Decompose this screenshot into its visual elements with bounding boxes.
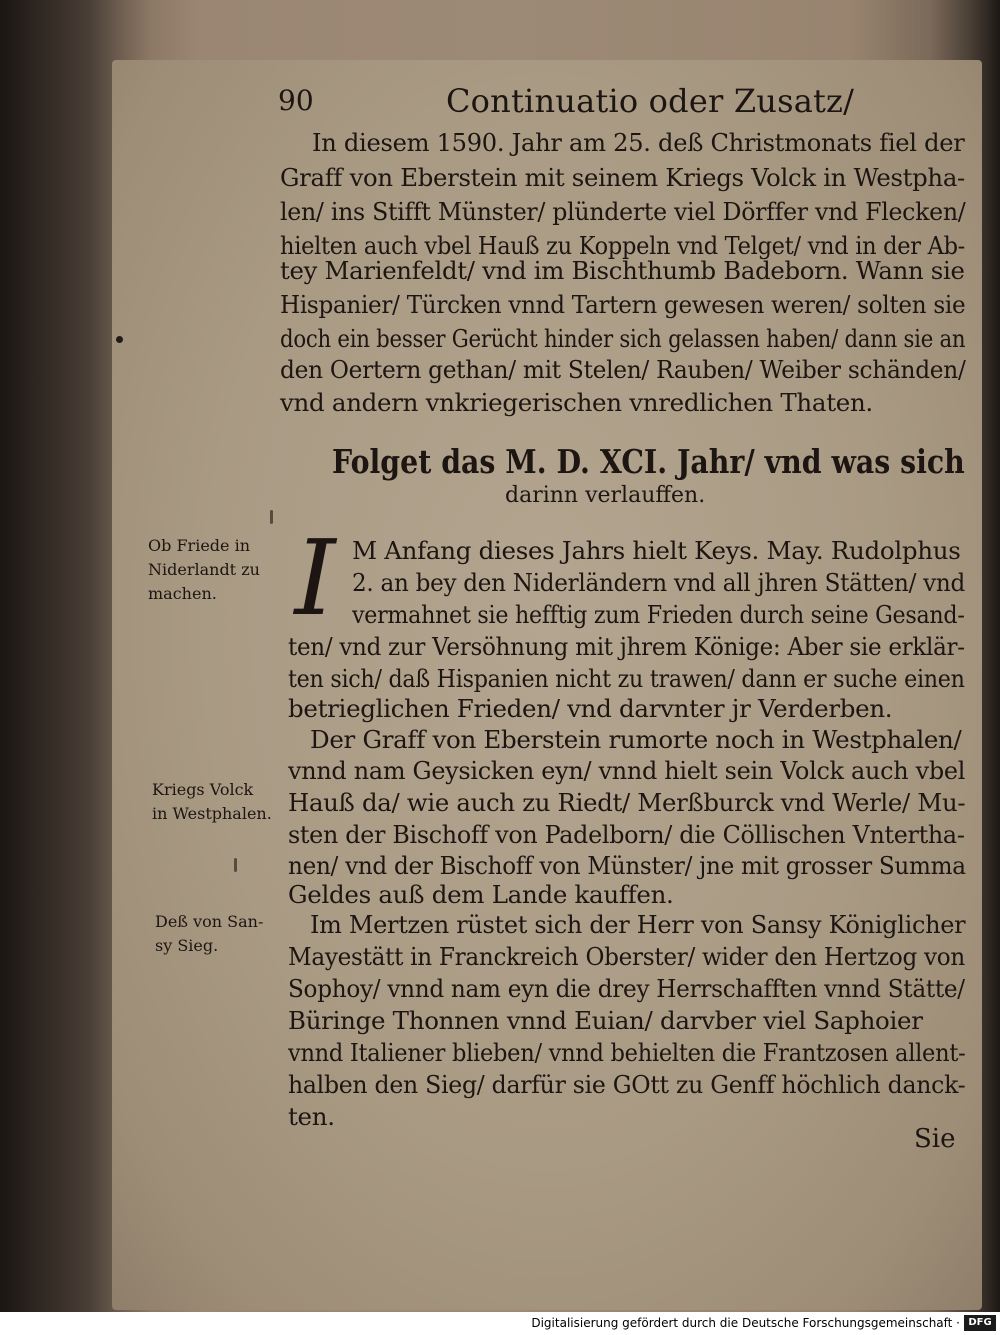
text-line: Sophoy/ vnnd nam eyn die drey Herrschafften vnnd Stätte/ — [288, 974, 965, 1003]
page-header — [278, 84, 938, 124]
text-line: vnd andern vnkriegerischen vnredlichen Thaten. — [280, 388, 873, 417]
text-line: In diesem 1590. Jahr am 25. deß Christmonats fiel der — [312, 128, 965, 157]
side-note-line: in Westphalen. — [152, 804, 272, 823]
text-line: betrieglichen Frieden/ vnd darvnter jr Verderben. — [288, 694, 893, 723]
side-note-line: Niderlandt zu — [148, 560, 260, 579]
text-line: vnnd nam Geysicken eyn/ vnnd hielt sein Volck auch vbel — [288, 756, 966, 785]
text-line: Hispanier/ Türcken vnnd Tartern gewesen weren/ solten sie — [280, 290, 966, 319]
section-subheading: darinn verlauffen. — [505, 483, 706, 508]
funding-credit: Digitalisierung gefördert durch die Deutsche Forschungsgemeinschaft · — [531, 1316, 960, 1330]
margin-mark — [234, 858, 237, 872]
footer-bar — [0, 1312, 1000, 1335]
text-line: Geldes auß dem Lande kauffen. — [288, 880, 674, 909]
drop-cap: I — [294, 517, 336, 639]
text-line: 2. an bey den Niderländern vnd all jhren Stätten/ vnd — [352, 568, 965, 597]
text-line: ten/ vnd zur Versöhnung mit jhrem Könige: Aber sie erklär- — [288, 632, 965, 661]
text-line: vnnd Italiener blieben/ vnnd behielten die Frantzosen allent- — [288, 1038, 966, 1067]
side-note-line: Kriegs Volck — [152, 780, 254, 799]
text-line: hielten auch vbel Hauß zu Koppeln vnd Telget/ vnd in der Ab- — [280, 231, 965, 260]
text-line: Im Mertzen rüstet sich der Herr von Sansy Königlicher — [310, 910, 966, 939]
side-note-line: sy Sieg. — [155, 936, 219, 955]
text-line: Mayestätt in Franckreich Oberster/ wider den Hertzog von — [288, 942, 966, 971]
text-line: ten sich/ daß Hispanien nicht zu trawen/ dann er suche einen — [288, 664, 965, 693]
text-line: Hauß da/ wie auch zu Riedt/ Merßburck vnd Werle/ Mu- — [288, 788, 966, 817]
margin-mark — [270, 510, 273, 524]
margin-dot — [116, 336, 123, 343]
text-line: vermahnet sie hefftig zum Frieden durch seine Gesand- — [352, 600, 965, 629]
side-note-war — [152, 778, 272, 826]
side-note-sansy — [155, 910, 263, 958]
text-line: M Anfang dieses Jahrs hielt Keys. May. Rudolphus — [352, 536, 961, 565]
side-note-line: Deß von San- — [155, 912, 264, 931]
text-line: den Oertern gethan/ mit Stelen/ Rauben/ Weiber schänden/ — [280, 355, 966, 384]
side-note-peace — [148, 534, 260, 606]
text-line: nen/ vnd der Bischoff von Münster/ jne mit grosser Summa — [288, 851, 966, 880]
section-heading: Folget das M. D. XCI. Jahr/ vnd was sich — [332, 442, 965, 481]
running-title: Continuatio oder Zusatz/ — [446, 82, 855, 120]
page-number: 90 — [278, 84, 314, 117]
text-line: Büringe Thonnen vnnd Euian/ darvber viel Saphoier — [288, 1006, 923, 1035]
text-line: len/ ins Stifft Münster/ plünderte viel Dörffer vnd Flecken/ — [280, 197, 966, 226]
text-line: doch ein besser Gerücht hinder sich gelassen haben/ dann sie an — [280, 324, 966, 353]
text-line: tey Marienfeldt/ vnd im Bischthumb Badeborn. Wann sie — [280, 256, 965, 285]
text-line: sten der Bischoff von Padelborn/ die Cöllischen Vntertha- — [288, 820, 965, 849]
dfg-logo-icon: DFG — [964, 1315, 996, 1331]
catchword: Sie — [914, 1124, 956, 1154]
side-note-line: machen. — [148, 584, 217, 603]
text-line: Der Graff von Eberstein rumorte noch in Westphalen/ — [310, 725, 962, 754]
text-line: ten. — [288, 1102, 335, 1131]
text-line: Graff von Eberstein mit seinem Kriegs Volck in Westpha- — [280, 163, 965, 192]
text-line: halben den Sieg/ darfür sie GOtt zu Genff höchlich danck- — [288, 1070, 966, 1099]
side-note-line: Ob Friede in — [148, 536, 250, 555]
